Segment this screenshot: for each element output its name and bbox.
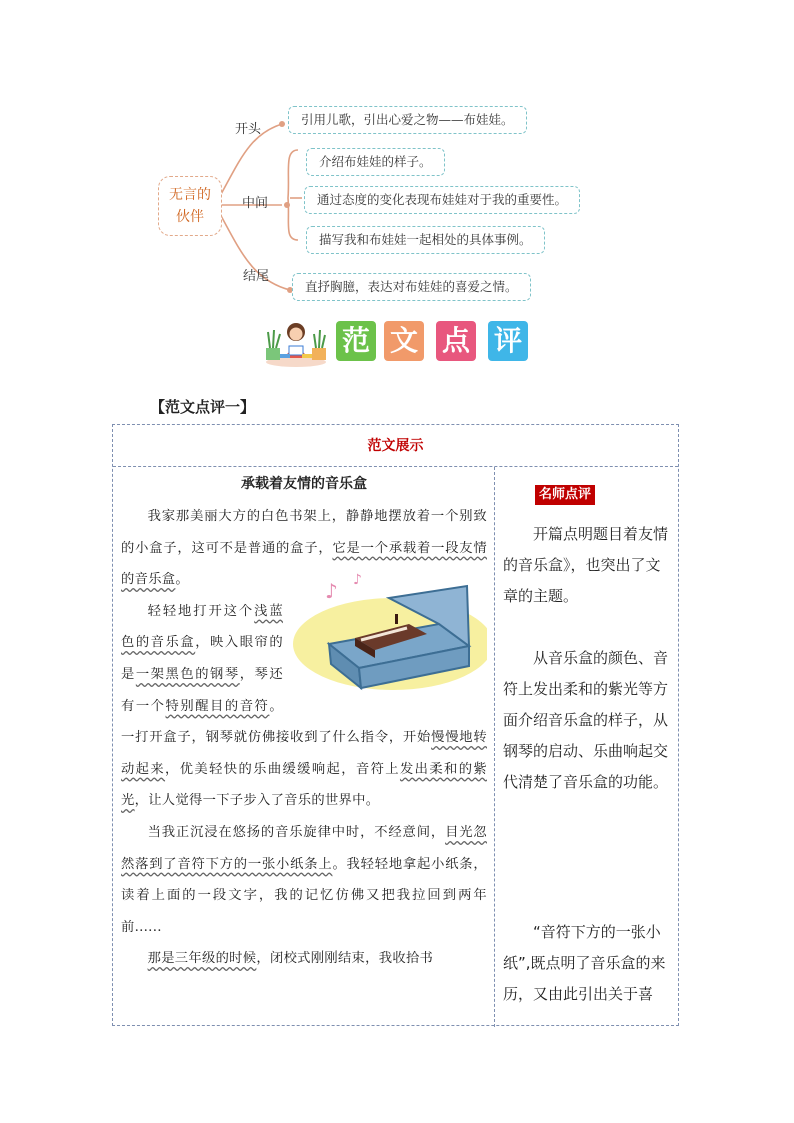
- music-box-picture-icon: [289, 564, 487, 692]
- essay-title: 承载着友情的音乐盒: [241, 476, 367, 492]
- essay-body: [121, 501, 487, 975]
- mind-map-root: [158, 176, 222, 236]
- essay-paragraph: 轻轻地打开这个浅蓝色的音乐盒，映入眼帘的是一架黑色的钢琴，琴还有一个特别醒目的音符。一打开盒子，钢琴就仿佛接收到了什么指令，开始慢慢地转动起来，优美轻快的乐曲缓缓响起，音符上发出柔和的紫光，让人觉得一下子步入了音乐的世界中。: [121, 603, 487, 809]
- comment-3: “音符下方的一张小纸”,既点明了音乐盒的来历，又由此引出关于喜: [503, 923, 666, 1003]
- essay-paragraph: 我家那美丽大方的白色书架上，静静地摆放着一个别致的小盒子，这可不是普通的盒子， ♪ ♪ 它是一个承载着一段友情的音乐盒。: [121, 501, 487, 596]
- branch-label-middle: 中间: [242, 196, 269, 211]
- leaf-ending-1: 直抒胸臆，表达对布娃娃的喜爱之情。: [292, 273, 531, 301]
- mind-map-root-label: 无言的 伙伴: [169, 187, 211, 225]
- mind-map: [0, 0, 794, 310]
- branch-label-ending: 结尾: [243, 269, 270, 284]
- leaf-opening-1: 引用儿歌，引出心爱之物——布娃娃。: [288, 106, 527, 134]
- leaf-middle-2: 通过态度的变化表现布娃娃对于我的重要性。: [304, 186, 580, 214]
- section-title: 【范文点评一】: [150, 398, 256, 416]
- essay-paragraph: 那是三年级的时候，闭校式刚刚结束，我收拾书: [147, 951, 434, 967]
- leaf-middle-1: 介绍布娃娃的样子。: [306, 148, 445, 176]
- branch-label-opening: 开头: [235, 122, 262, 137]
- table-header: 范文展示: [113, 425, 678, 467]
- girl-reading-illustration-icon: [262, 318, 330, 368]
- comment-tag: 名师点评: [535, 485, 595, 505]
- svg-text:♪: ♪: [325, 579, 339, 604]
- leaf-middle-3: 描写我和布娃娃一起相处的具体事例。: [306, 226, 545, 254]
- banner-tile-1: 范: [336, 321, 376, 361]
- essay-review-table: [112, 424, 679, 1026]
- comments-column: [503, 483, 673, 1023]
- essay-paragraph: 当我正沉浸在悠扬的音乐旋律中时，不经意间，目光忽然落到了音符下方的一张小纸条上。我轻轻地拿起小纸条，读着上面的一段文字，我的记忆仿佛又把我拉回到两年前......: [121, 824, 487, 935]
- banner-tile-4: 评: [488, 321, 528, 361]
- banner-tile-2: 文: [384, 321, 424, 361]
- svg-text:♪: ♪: [353, 572, 363, 589]
- essay-column: [121, 471, 487, 1023]
- banner-tile-3: 点: [436, 321, 476, 361]
- column-divider: [494, 467, 495, 1027]
- comment-2: 从音乐盒的颜色、音符上发出柔和的紫光等方面介绍音乐盒的样子，从钢琴的启动、乐曲响起交代清楚了音乐盒的功能。: [503, 649, 669, 791]
- comment-1: 开篇点明题目着友情的音乐盒》，也突出了文章的主题。: [503, 525, 669, 605]
